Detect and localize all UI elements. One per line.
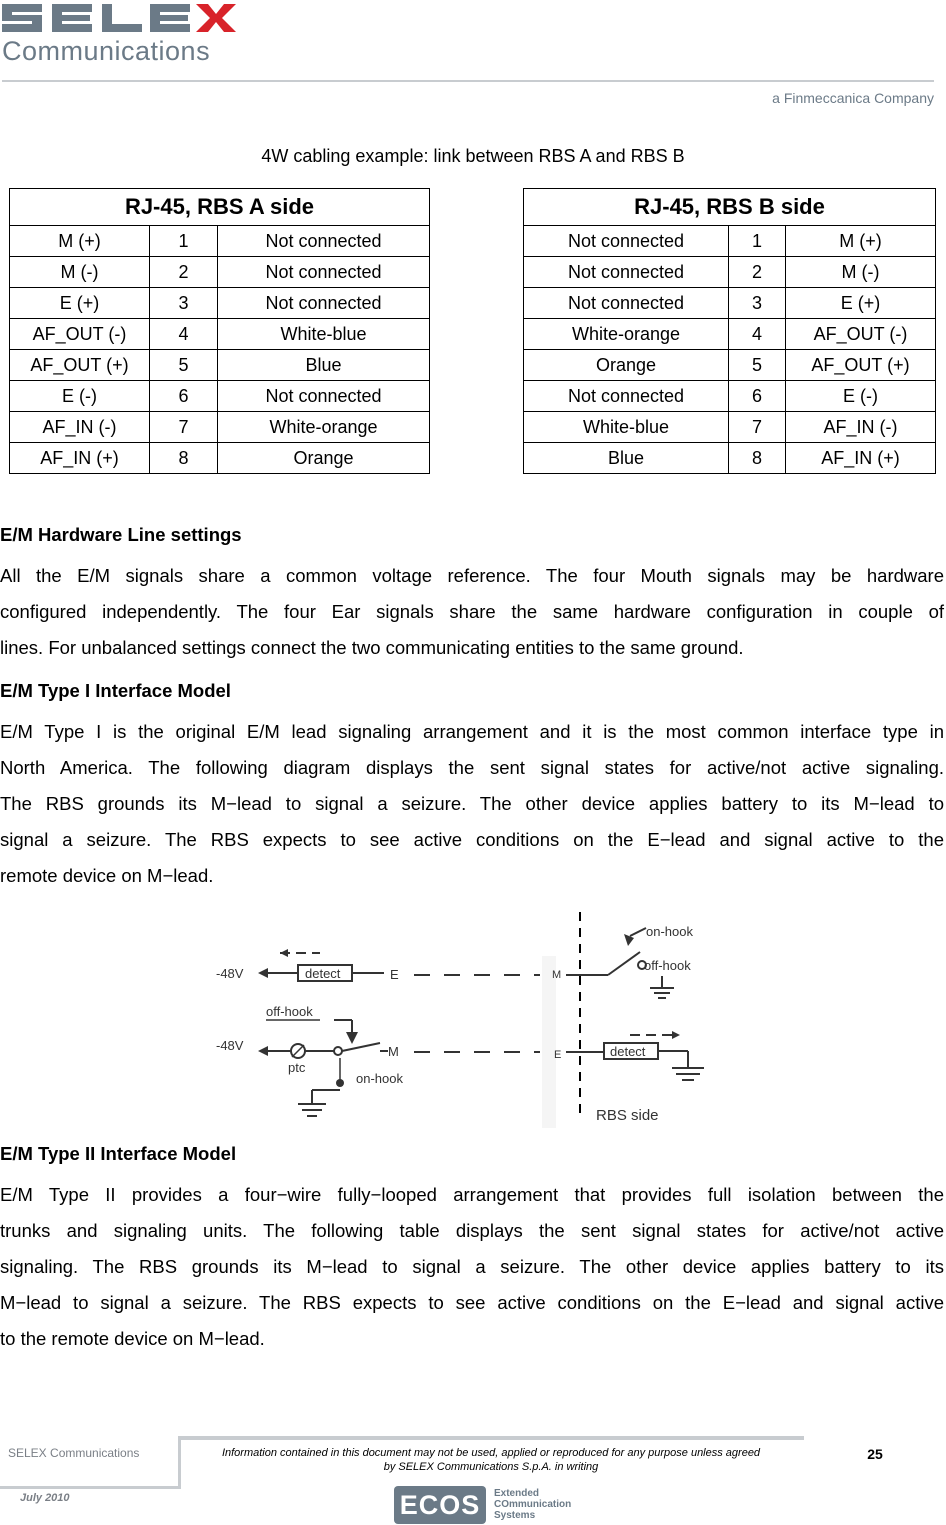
ecos-line: Systems [494,1510,536,1521]
section-heading-hw: E/M Hardware Line settings [0,524,242,545]
m-lead-label-right: M [552,969,562,981]
table-row [10,226,430,257]
pin-cell: 4 [729,319,786,350]
footer-rule [178,1436,804,1440]
ecos-line: Extended [494,1488,540,1499]
wire-cell: Not connected [524,226,729,257]
signal-cell: E (+) [10,288,150,319]
table-row [524,257,936,288]
rbs-side-label: RBS side [596,1107,659,1124]
paragraph-line: North America. The following diagram displays the sent signal states for active/not active signaling. [0,757,944,778]
paragraph-line: configured independently. The four Ear signals share the same hardware configuration in couple of [0,601,944,622]
wire-cell: Not connected [218,381,430,412]
table-row [524,288,936,319]
signal-cell: AF_OUT (-) [10,319,150,350]
signal-cell: M (+) [786,226,936,257]
table-row [10,350,430,381]
header-rule [2,80,934,82]
table-row [524,381,936,412]
paragraph-line: signal a seizure. The RBS expects to see active conditions on the E−lead and signal active to the [0,829,944,850]
signal-cell: AF_OUT (+) [10,350,150,381]
signal-cell: M (-) [10,257,150,288]
footer-notice-line: by SELEX Communications S.p.A. in writing [383,1461,599,1473]
wire-cell: White-blue [218,319,430,350]
paragraph-line: All the E/M signals share a common voltage reference. The four Mouth signals may be hardware [0,565,944,586]
company-tagline: a Finmeccanica Company [772,90,934,106]
paragraph-hw [0,558,944,666]
wire-cell: Not connected [218,257,430,288]
section-heading-type1: E/M Type I Interface Model [0,680,231,701]
ecos-logo-text [494,1488,571,1521]
paragraph-line: trunks and signaling units. The following table displays the sent signal states for active/not active [0,1220,944,1241]
voltage-label: -48V [216,1038,244,1053]
rbs-a-table-title: RJ-45, RBS A side [10,189,430,226]
wire-cell: White-orange [218,412,430,443]
wire-cell: Not connected [524,288,729,319]
wire-cell: Not connected [218,226,430,257]
wire-cell: White-blue [524,412,729,443]
rbs-a-table [9,188,430,474]
wire-cell: Not connected [524,257,729,288]
detect-label: detect [610,1044,646,1059]
signal-cell: AF_IN (-) [10,412,150,443]
footer-company: SELEX Communications [8,1446,140,1460]
table-row [10,443,430,474]
signal-cell: E (-) [10,381,150,412]
e-lead-label-right: E [554,1049,562,1061]
signal-cell: AF_IN (+) [786,443,936,474]
paragraph-line: E/M Type I is the original E/M lead signaling arrangement and it is the most common interface type in [0,721,944,742]
pin-cell: 7 [729,412,786,443]
wire-cell: Orange [218,443,430,474]
signal-cell: AF_OUT (-) [786,319,936,350]
table-row [524,319,936,350]
footer-left-frame [0,1436,181,1489]
signal-cell: AF_OUT (+) [786,350,936,381]
detect-label: detect [305,966,341,981]
paragraph-line: The RBS grounds its M−lead to signal a seizure. The other device applies battery to its M−lead to [0,793,944,814]
footer-notice [180,1446,802,1474]
signal-cell: E (-) [786,381,936,412]
pin-cell: 5 [150,350,218,381]
section-heading-type2: E/M Type II Interface Model [0,1143,237,1164]
e-lead-label: E [390,967,399,982]
pin-cell: 5 [729,350,786,381]
table-row [10,381,430,412]
pin-cell: 6 [729,381,786,412]
pin-cell: 4 [150,319,218,350]
pin-cell: 1 [150,226,218,257]
paragraph-line: lines. For unbalanced settings connect the two communicating entities to the same ground. [0,637,744,658]
table-row [524,350,936,381]
m-lead-label: M [388,1044,399,1059]
signal-cell: AF_IN (-) [786,412,936,443]
off-hook-label-right: off-hook [644,958,691,973]
pin-cell: 1 [729,226,786,257]
paragraph-type1 [0,714,944,894]
pin-cell: 8 [729,443,786,474]
voltage-label: -48V [216,966,244,981]
paragraph-line: M−lead to signal a seizure. The RBS expects to see active conditions on the E−lead and signal active [0,1292,944,1313]
table-caption: 4W cabling example: link between RBS A and RBS B [261,146,685,166]
signal-cell: M (-) [786,257,936,288]
ecos-logo: ECOS [394,1486,486,1524]
pin-cell: 3 [150,288,218,319]
paragraph-type2 [0,1177,944,1357]
table-row [10,319,430,350]
signal-cell: E (+) [786,288,936,319]
pin-cell: 8 [150,443,218,474]
wire-cell: Blue [218,350,430,381]
page-number: 25 [867,1446,883,1462]
pin-cell: 3 [729,288,786,319]
footer-date: July 2010 [20,1492,70,1504]
selex-logo [0,0,236,36]
signal-cell: M (+) [10,226,150,257]
table-row [524,226,936,257]
wire-cell: Orange [524,350,729,381]
table-row [10,288,430,319]
table-row [10,412,430,443]
pin-cell: 7 [150,412,218,443]
table-row [524,412,936,443]
paragraph-line: E/M Type II provides a four−wire fully−looped arrangement that provides full isolation between the [0,1184,944,1205]
paragraph-line: signaling. The RBS grounds its M−lead to signal a seizure. The other device applies battery to its [0,1256,944,1277]
table-row [10,257,430,288]
em-type1-diagram [210,908,710,1128]
signal-cell: AF_IN (+) [10,443,150,474]
rbs-b-table [523,188,936,474]
table-row [524,443,936,474]
wire-cell: Not connected [218,288,430,319]
ptc-label: ptc [288,1060,306,1075]
paragraph-line: remote device on M−lead. [0,865,214,886]
footer-notice-line: Information contained in this document may not be used, applied or reproduced for any purpose unless agreed [221,1447,761,1459]
paragraph-line: to the remote device on M−lead. [0,1328,265,1349]
wire-cell: White-orange [524,319,729,350]
wire-cell: Blue [524,443,729,474]
rbs-b-table-title: RJ-45, RBS B side [524,189,936,226]
pin-cell: 2 [729,257,786,288]
logo-subtitle: Communications [2,36,211,66]
on-hook-label-left: on-hook [356,1071,403,1086]
pin-cell: 6 [150,381,218,412]
on-hook-label-right: on-hook [646,924,693,939]
ecos-line: COmmunication [494,1499,572,1510]
pin-cell: 2 [150,257,218,288]
off-hook-label-left: off-hook [266,1004,313,1019]
wire-cell: Not connected [524,381,729,412]
